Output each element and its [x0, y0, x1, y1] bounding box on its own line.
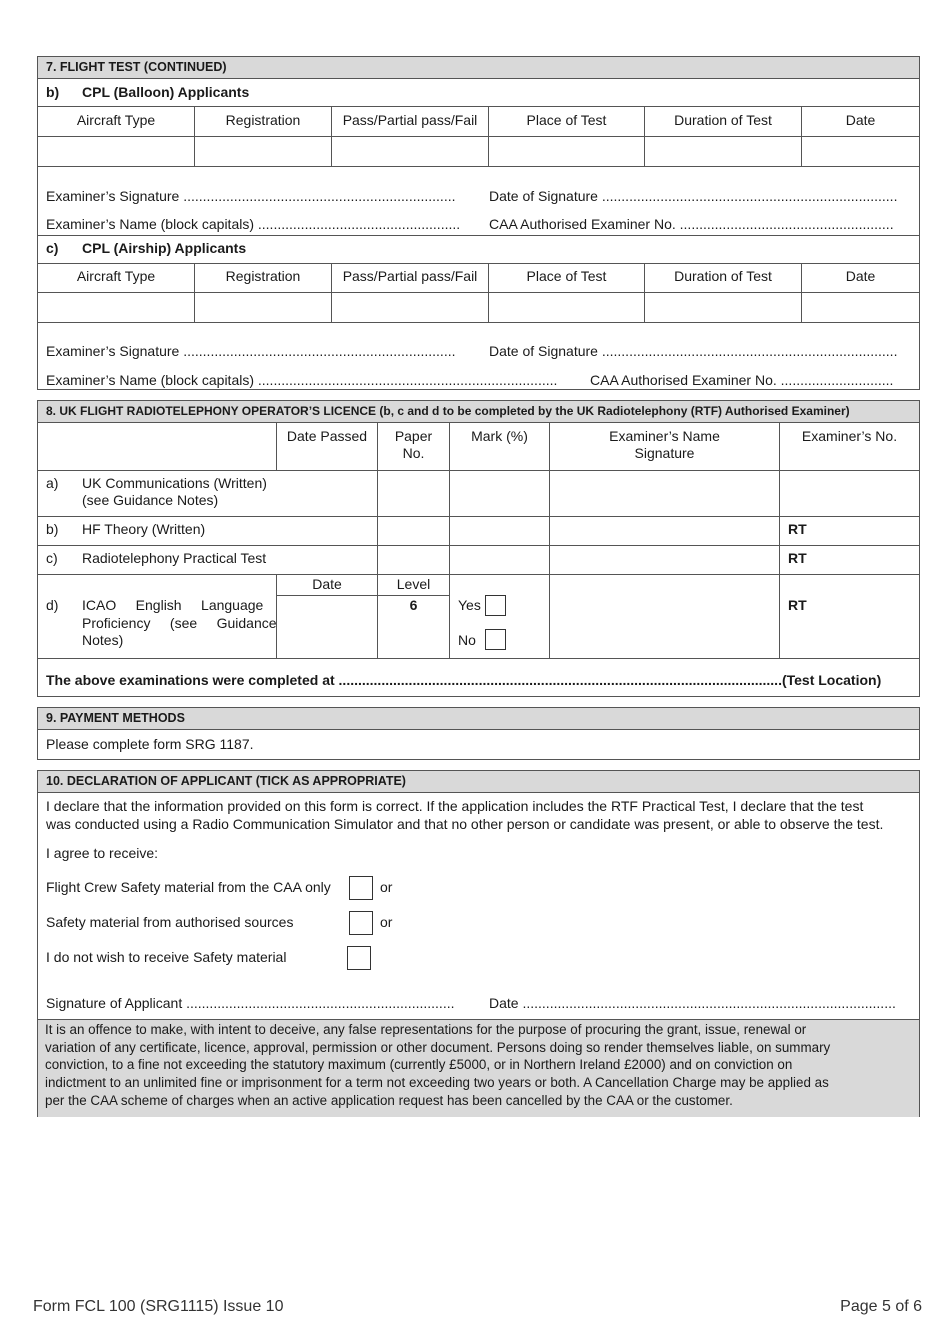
row-d-examiner-no[interactable] [779, 575, 919, 658]
section-8-rtf-licence [37, 400, 920, 697]
rtf-row-c [38, 545, 919, 574]
row-c-label: Radiotelephony Practical Test [82, 550, 267, 566]
section-7-title: 7. FLIGHT TEST (CONTINUED) [38, 57, 919, 78]
row-a-mark[interactable] [449, 471, 549, 516]
payment-row [38, 729, 919, 760]
agree-label: I agree to receive: [46, 845, 159, 861]
airship-caa-examiner-no[interactable]: CAA Authorised Examiner No. ............................. [590, 372, 894, 388]
balloon-caa-examiner-no[interactable]: CAA Authorised Examiner No. ....................................................... [489, 216, 894, 232]
row-b-paper-no[interactable] [377, 517, 449, 545]
col-examiner-name-label: Examiner’s Name [609, 428, 720, 444]
row-d-examiner[interactable] [549, 575, 779, 658]
applicant-signature[interactable]: Signature of Applicant ..................................................................... [46, 995, 455, 1011]
row-b-mark[interactable] [449, 517, 549, 545]
row-d-level-value: 6 [409, 597, 418, 613]
row-a-letter: a) [46, 475, 59, 491]
col-paper-label: Paper [394, 428, 433, 444]
row-c-rt-prefix: RT [788, 550, 807, 566]
row-b-label: HF Theory (Written) [82, 521, 206, 537]
row-d-label-3: Notes) [82, 632, 124, 648]
airship-title: CPL (Airship) Applicants [82, 240, 247, 256]
rtf-row-b [38, 516, 919, 545]
col-aircraft-type: Aircraft Type [76, 112, 156, 128]
row-a-label-1: UK Communications (Written) [82, 475, 267, 491]
section-10-title: 10. DECLARATION OF APPLICANT (TICK AS APPROPRIATE) [38, 771, 919, 792]
applicant-date[interactable]: Date ................................................................................................ [489, 995, 896, 1011]
row-d-yes-label: Yes [458, 597, 481, 613]
balloon-examiner-signature[interactable]: Examiner’s Signature ...................................................................... [46, 188, 456, 204]
row-b-examiner-no[interactable] [779, 517, 919, 545]
row-c-paper-no[interactable] [377, 546, 449, 574]
row-d-no-checkbox[interactable] [485, 629, 506, 650]
airship-entry-row[interactable] [38, 292, 919, 322]
row-d-rt-prefix: RT [788, 597, 807, 613]
col-registration: Registration [194, 107, 331, 136]
col-examiner-no: Examiner’s No. [779, 423, 919, 470]
balloon-column-headers [38, 106, 919, 136]
airship-pass-fail-cell[interactable] [331, 293, 488, 322]
balloon-place-cell[interactable] [488, 137, 644, 166]
section-8-title: 8. UK FLIGHT RADIOTELEPHONY OPERATOR’S LICENCE (b, c and d to be completed by the UK Radiotelephony (RTF) Authorised Examiner) [38, 401, 919, 422]
airship-column-headers [38, 263, 919, 292]
warning-line-3: conviction, to a fine not exceeding the statutory maximum (currently £5000, or in Northern Ireland £2000) and on conviction on [45, 1057, 793, 1073]
option-caa-only-checkbox[interactable] [349, 876, 373, 900]
col-duration-of-test: Duration of Test [644, 107, 801, 136]
airship-duration-cell[interactable] [644, 293, 801, 322]
col-date: Date [801, 107, 919, 136]
row-c-examiner-no[interactable] [779, 546, 919, 574]
airship-date-cell[interactable] [801, 293, 919, 322]
footer-page-number: Page 5 of 6 [840, 1298, 922, 1315]
declaration-line-2: was conducted using a Radio Communication Simulator and that no other person or candidate was present, or able to observe the test. [46, 816, 884, 832]
legal-warning [38, 1019, 919, 1117]
rtf-completed-at[interactable]: The above examinations were completed at ..................................................................................................................(Test Location) [46, 672, 882, 688]
warning-line-5: per the CAA scheme of charges when an active application request has been cancelled by the CAA or the customer. [45, 1092, 733, 1108]
declaration-body [38, 792, 919, 1019]
warning-line-1: It is an offence to make, with intent to deceive, any false representations for the purpose of procuring the grant, issue, renewal or [45, 1022, 807, 1037]
rtf-column-headers [38, 422, 919, 470]
balloon-registration-cell[interactable] [194, 137, 331, 166]
row-d-yes-no [449, 575, 549, 658]
airship-date-of-signature[interactable]: Date of Signature ............................................................................ [489, 343, 898, 359]
row-c-letter: c) [46, 550, 58, 566]
section-10-declaration [37, 770, 920, 1117]
balloon-duration-cell[interactable] [644, 137, 801, 166]
row-d-yes-checkbox[interactable] [485, 595, 506, 616]
col-place-of-test: Place of Test [488, 264, 644, 292]
col-date: Date [801, 264, 919, 292]
col-duration-of-test: Duration of Test [644, 264, 801, 292]
row-d-level-label: Level [396, 576, 431, 592]
payment-text: Please complete form SRG 1187. [46, 736, 254, 752]
col-registration: Registration [194, 264, 331, 292]
rtf-completed-at-row [38, 658, 919, 697]
col-signature-label: Signature [634, 445, 695, 461]
row-d-level [377, 575, 449, 658]
option-authorised-checkbox[interactable] [349, 911, 373, 935]
col-paper-no [377, 423, 449, 470]
airship-examiner-block [38, 322, 919, 390]
row-a-paper-no[interactable] [377, 471, 449, 516]
footer-form-id: Form FCL 100 (SRG1115) Issue 10 [33, 1298, 284, 1315]
row-c-examiner[interactable] [549, 546, 779, 574]
airship-place-cell[interactable] [488, 293, 644, 322]
row-d-label-2: Proficiency (see Guidance [82, 615, 277, 631]
airship-subheading [38, 235, 919, 263]
declaration-line-1: I declare that the information provided on this form is correct. If the application includes the RTF Practical Test, I declare that the test [46, 798, 864, 814]
col-pass-fail: Pass/Partial pass/Fail [331, 107, 488, 136]
section-7-flight-test [37, 56, 920, 390]
row-d-subdivider [276, 595, 449, 596]
col-aircraft-type: Aircraft Type [76, 268, 156, 284]
balloon-subheading [38, 78, 919, 106]
warning-line-4: indictment to an unlimited fine or imprisonment for a term not exceeding two years or both. A Cancellation Charge may be applied as [45, 1075, 829, 1091]
airship-registration-cell[interactable] [194, 293, 331, 322]
option-caa-only-label: Flight Crew Safety material from the CAA only [46, 879, 331, 895]
col-mark: Mark (%) [449, 423, 549, 470]
row-d-no-label: No [458, 632, 476, 648]
warning-line-2: variation of any certificate, licence, approval, permission or other document. Persons doing so render themselves liable, on summary [45, 1039, 831, 1055]
rtf-blank-header [38, 423, 276, 470]
row-a-examiner-no[interactable] [779, 471, 919, 516]
balloon-pass-fail-cell[interactable] [331, 137, 488, 166]
row-b-rt-prefix: RT [788, 521, 807, 537]
row-c-mark[interactable] [449, 546, 549, 574]
airship-aircraft-type-cell[interactable] [38, 293, 194, 322]
balloon-date-cell[interactable] [801, 137, 919, 166]
row-d-date-label: Date [312, 576, 342, 592]
balloon-examiner-name[interactable]: Examiner’s Name (block capitals) .................................................... [46, 216, 461, 232]
balloon-examiner-block [38, 166, 919, 235]
row-b-examiner[interactable] [549, 517, 779, 545]
rtf-row-d [38, 574, 919, 658]
balloon-entry-row[interactable] [38, 136, 919, 166]
row-d-label-1: ICAO English Language [82, 597, 264, 613]
airship-letter: c) [46, 240, 59, 256]
row-b-letter: b) [46, 521, 59, 537]
airship-examiner-signature[interactable]: Examiner’s Signature ...................................................................... [46, 343, 456, 359]
row-a-examiner[interactable] [549, 471, 779, 516]
airship-examiner-name[interactable]: Examiner’s Name (block capitals) ............................................................................. [46, 372, 558, 388]
row-d-letter: d) [46, 597, 59, 613]
section-9-title: 9. PAYMENT METHODS [38, 708, 919, 729]
option-none-checkbox[interactable] [347, 946, 371, 970]
option-authorised-or: or [380, 914, 393, 930]
col-pass-fail: Pass/Partial pass/Fail [331, 264, 488, 292]
option-caa-only-or: or [380, 879, 393, 895]
balloon-date-of-signature[interactable]: Date of Signature ............................................................................ [489, 188, 898, 204]
col-no-label: No. [402, 445, 425, 461]
balloon-aircraft-type-cell[interactable] [38, 137, 194, 166]
row-a-label-2: (see Guidance Notes) [82, 492, 219, 508]
option-authorised-label: Safety material from authorised sources [46, 914, 294, 930]
option-none-label: I do not wish to receive Safety material [46, 949, 287, 965]
rtf-row-a [38, 470, 919, 516]
balloon-title: CPL (Balloon) Applicants [82, 84, 250, 100]
col-place-of-test: Place of Test [488, 107, 644, 136]
col-date-passed: Date Passed [276, 423, 377, 470]
row-d-date[interactable] [276, 575, 377, 658]
section-9-payment [37, 707, 920, 760]
balloon-letter: b) [46, 84, 60, 100]
col-examiner-name-signature [549, 423, 779, 470]
